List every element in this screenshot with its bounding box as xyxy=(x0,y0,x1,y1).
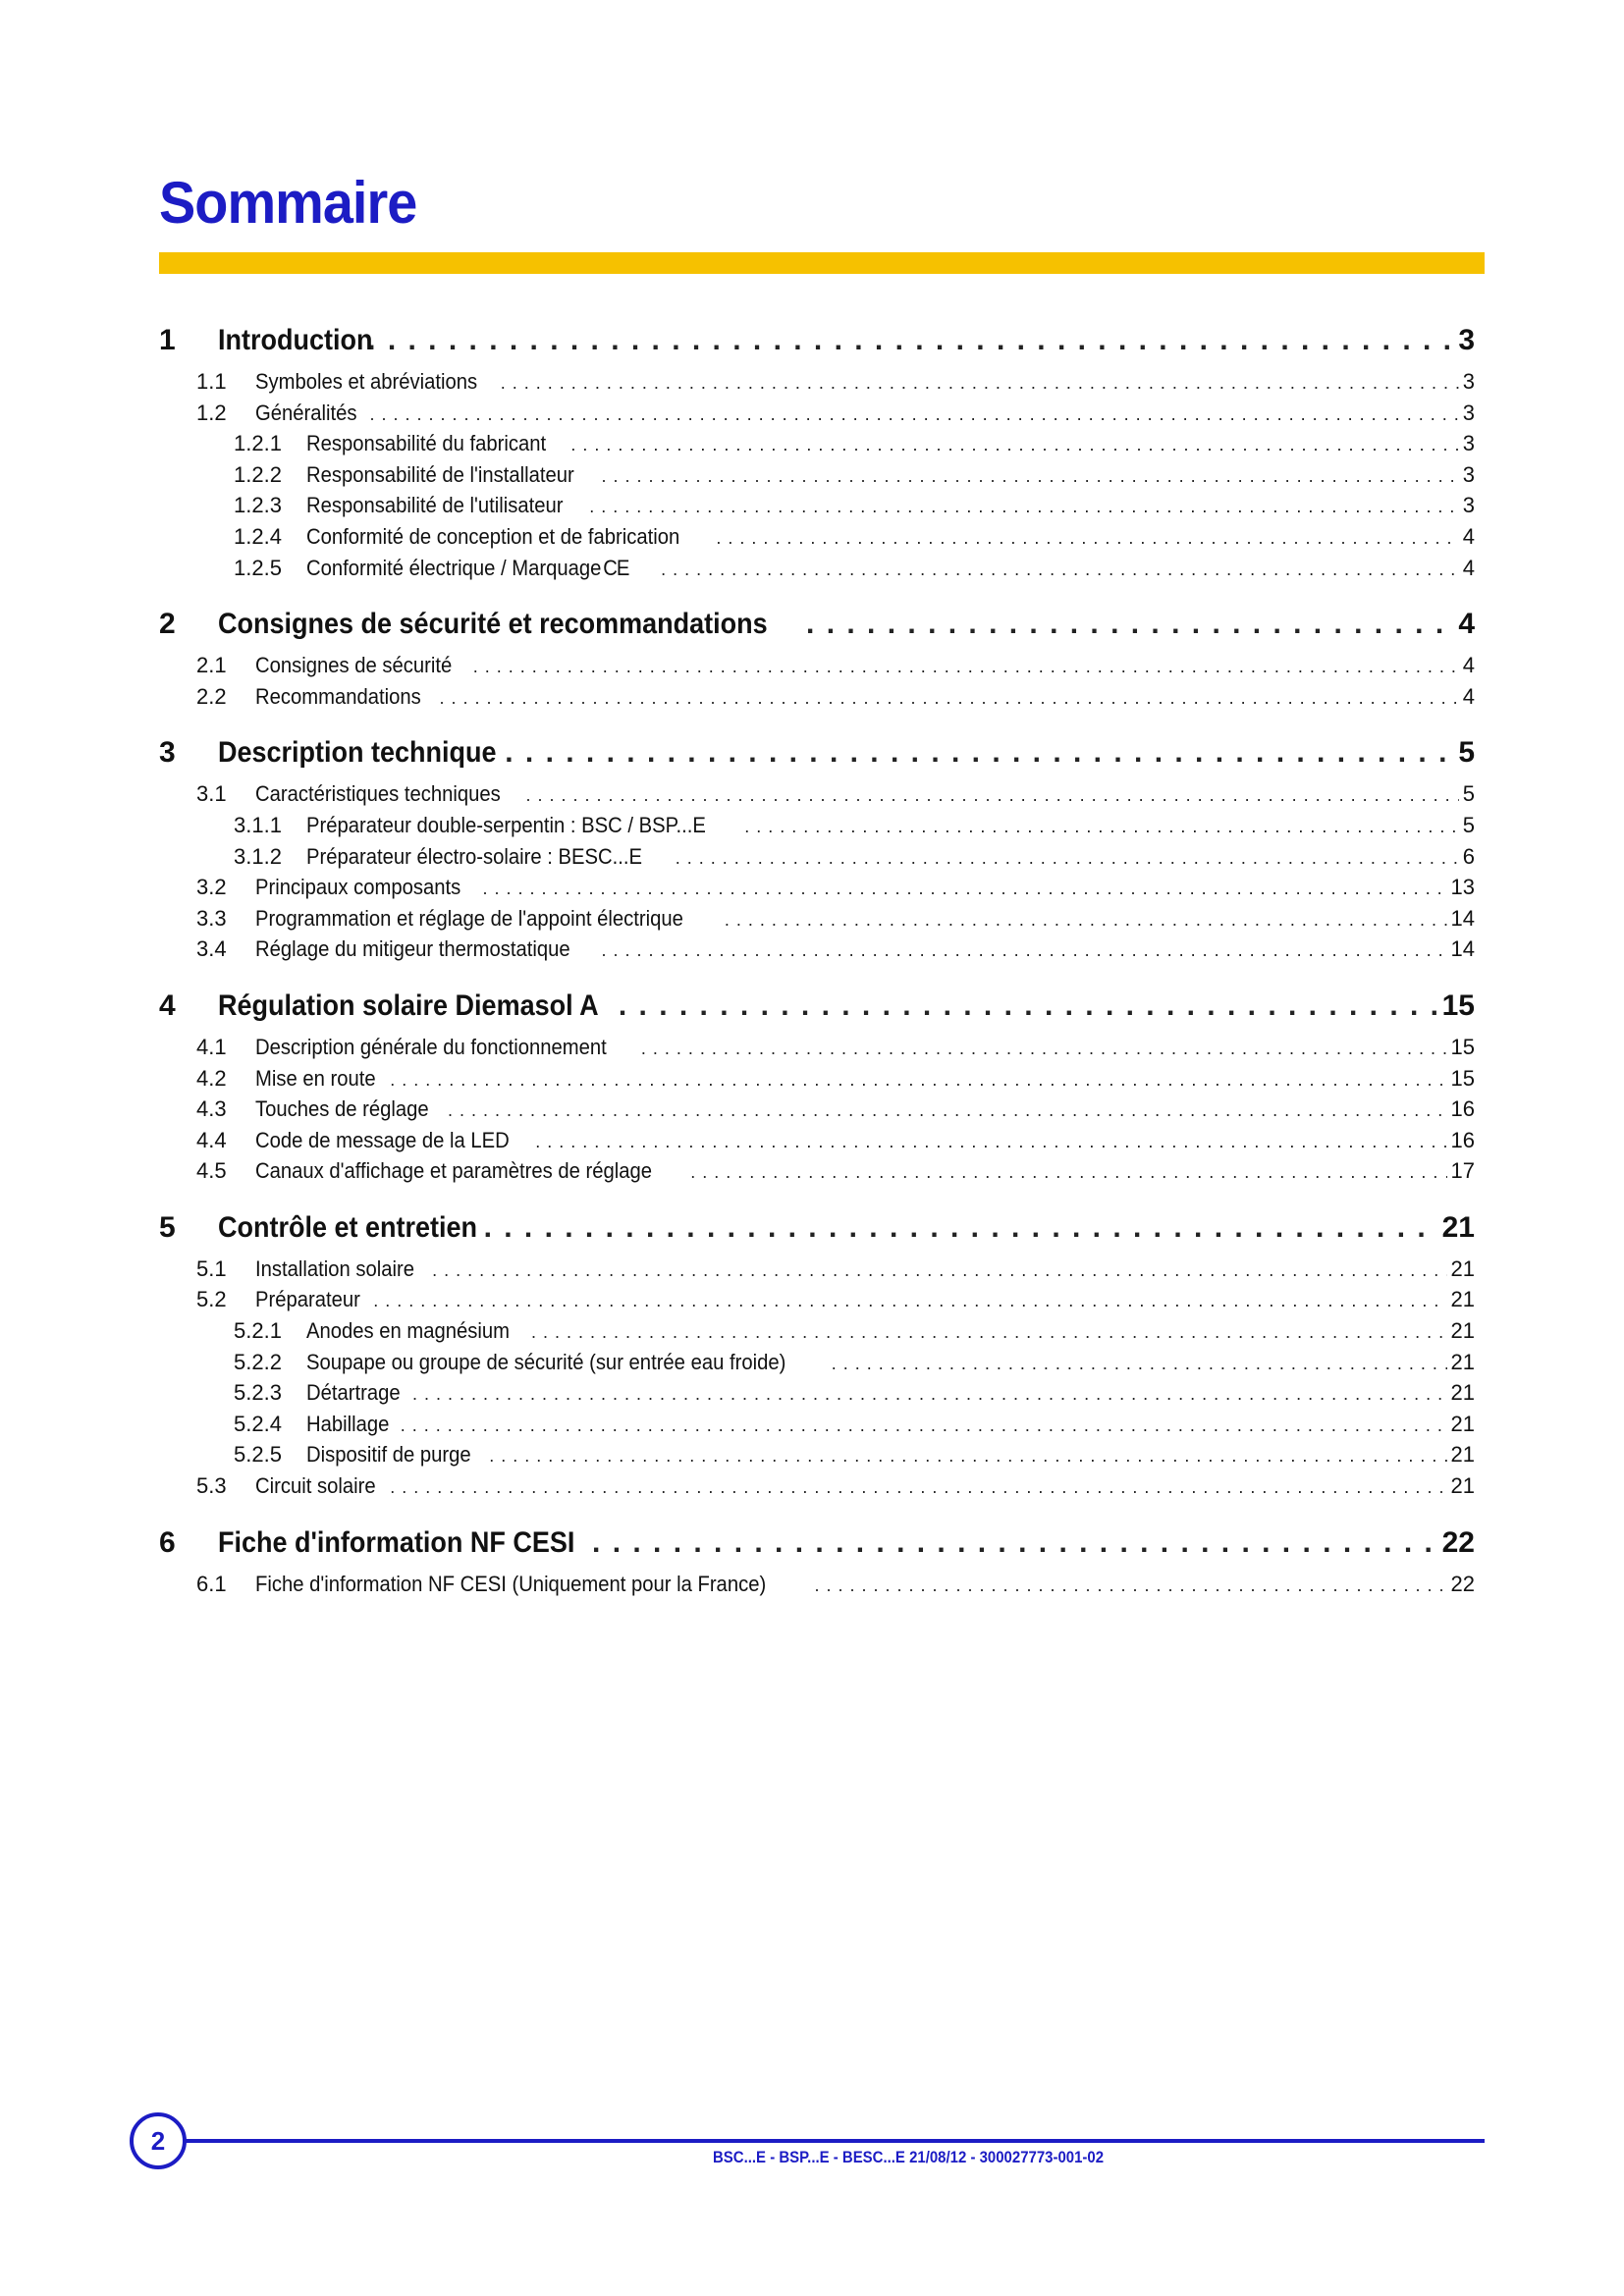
toc-leader-dots xyxy=(531,1322,1446,1343)
toc-entry-4[interactable] xyxy=(159,989,1475,1029)
toc-entry-title-text: Contrôle et entretien xyxy=(218,1210,478,1244)
toc-entry-number: 1.2.3 xyxy=(234,493,282,518)
toc-entry-title-text: Préparateur double-serpentin : BSC / BSP...E xyxy=(306,812,706,837)
toc-entry-title xyxy=(306,813,706,838)
toc-entry-title-text: Symboles et abréviations xyxy=(255,369,478,394)
toc-entry-number: 1.2.2 xyxy=(234,461,282,487)
toc-entry-5-2[interactable] xyxy=(159,1287,1475,1318)
toc-entry-title-text: Canaux d'affichage et paramètres de réglage xyxy=(255,1158,653,1184)
toc-entry-1[interactable] xyxy=(159,324,1475,363)
toc-leader-dots xyxy=(806,608,1454,641)
toc-entry-page: 15 xyxy=(1441,988,1475,1022)
toc-entry-page: 17 xyxy=(1450,1158,1475,1184)
toc-entry-page: 4 xyxy=(1462,523,1475,549)
toc-entry-page: 21 xyxy=(1450,1411,1475,1436)
toc-entry-title xyxy=(306,1442,471,1468)
toc-entry-2[interactable] xyxy=(159,608,1475,647)
toc-entry-page: 3 xyxy=(1462,369,1475,394)
toc-entry-title xyxy=(255,1572,766,1597)
toc-entry-number: 3.1 xyxy=(196,781,227,807)
toc-entry-title-text: Description générale du fonctionnement xyxy=(255,1034,607,1059)
toc-entry-page: 6 xyxy=(1462,843,1475,869)
toc-entry-page: 22 xyxy=(1450,1571,1475,1596)
toc-entry-title xyxy=(218,736,497,770)
toc-entry-1-2-5[interactable] xyxy=(159,556,1475,587)
toc-entry-title xyxy=(255,875,460,900)
toc-entry-title xyxy=(255,400,357,426)
toc-entry-1-1[interactable] xyxy=(159,369,1475,400)
toc-entry-page: 3 xyxy=(1462,461,1475,487)
toc-leader-dots xyxy=(367,324,1454,357)
toc-entry-page: 21 xyxy=(1450,1318,1475,1344)
toc-entry-page: 13 xyxy=(1450,875,1475,900)
toc-entry-title-text: Conformité électrique / Marquage xyxy=(306,555,602,580)
toc-leader-dots xyxy=(432,1260,1446,1281)
toc-entry-title-text: Responsabilité de l'installateur xyxy=(306,461,574,487)
toc-entry-number: 4.5 xyxy=(196,1158,227,1184)
toc-entry-page: 21 xyxy=(1450,1380,1475,1406)
toc-entry-3-1[interactable] xyxy=(159,781,1475,813)
toc-entry-title xyxy=(255,684,421,710)
toc-entry-title xyxy=(218,1526,574,1560)
toc-entry-number: 5.2.3 xyxy=(234,1380,282,1406)
toc-entry-page: 21 xyxy=(1450,1473,1475,1499)
toc-entry-page: 22 xyxy=(1441,1525,1475,1559)
toc-entry-title xyxy=(306,1350,785,1375)
toc-entry-number: 4.3 xyxy=(196,1096,227,1122)
toc-entry-title xyxy=(255,1158,652,1184)
toc-entry-title xyxy=(306,1412,389,1437)
toc-entry-title xyxy=(218,989,599,1023)
toc-entry-title-text: Installation solaire xyxy=(255,1255,415,1281)
toc-leader-dots xyxy=(473,657,1459,677)
toc-leader-dots xyxy=(535,1132,1446,1152)
toc-entry-number: 5.2.2 xyxy=(234,1349,282,1374)
ce-mark-icon: CE xyxy=(603,555,629,580)
toc-entry-page: 21 xyxy=(1450,1442,1475,1468)
toc-leader-dots xyxy=(501,373,1459,394)
toc-entry-number: 1.2 xyxy=(196,400,227,425)
toc-entry-5-3[interactable] xyxy=(159,1473,1475,1505)
toc-entry-number: 4 xyxy=(159,988,176,1022)
toc-entry-4-1[interactable] xyxy=(159,1035,1475,1066)
toc-entry-page: 21 xyxy=(1450,1255,1475,1281)
toc-entry-3-1-2[interactable] xyxy=(159,844,1475,876)
toc-entry-title-text: Généralités xyxy=(255,400,357,425)
toc-entry-title-text: Caractéristiques techniques xyxy=(255,781,501,807)
toc-entry-5[interactable] xyxy=(159,1211,1475,1251)
toc-entry-title-text: Préparateur xyxy=(255,1287,360,1312)
toc-entry-number: 1.2.1 xyxy=(234,431,282,456)
toc-entry-title-text: Recommandations xyxy=(255,683,421,709)
toc-entry-title xyxy=(306,1318,510,1344)
toc-entry-number: 4.2 xyxy=(196,1065,227,1091)
toc-entry-number: 5.3 xyxy=(196,1473,227,1499)
toc-entry-4-3[interactable] xyxy=(159,1096,1475,1128)
toc-entry-title xyxy=(255,1128,510,1153)
toc-entry-number: 1.2.4 xyxy=(234,523,282,549)
toc-entry-page: 4 xyxy=(1458,608,1475,641)
toc-entry-4-4[interactable] xyxy=(159,1128,1475,1159)
toc-entry-number: 5.2 xyxy=(196,1287,227,1312)
toc-entry-number: 3.2 xyxy=(196,875,227,900)
toc-entry-page: 14 xyxy=(1450,905,1475,931)
toc-entry-5-2-5[interactable] xyxy=(159,1442,1475,1473)
toc-entry-title-text: Consignes de sécurité xyxy=(255,653,453,678)
toc-leader-dots xyxy=(592,1526,1438,1560)
toc-entry-5-1[interactable] xyxy=(159,1256,1475,1288)
toc-entry-page: 21 xyxy=(1450,1287,1475,1312)
toc-entry-number: 3.4 xyxy=(196,936,227,962)
toc-entry-title xyxy=(218,608,768,641)
toc-leader-dots xyxy=(716,528,1458,549)
toc-leader-dots xyxy=(484,1211,1438,1245)
toc-entry-title xyxy=(255,906,683,932)
toc-entry-page: 3 xyxy=(1458,324,1475,356)
toc-entry-page: 4 xyxy=(1462,555,1475,580)
toc-entry-title-text: Circuit solaire xyxy=(255,1473,376,1499)
toc-entry-title-text: Principaux composants xyxy=(255,875,461,900)
toc-entry-page: 4 xyxy=(1462,683,1475,709)
toc-entry-5-2-2[interactable] xyxy=(159,1350,1475,1381)
toc-entry-3-2[interactable] xyxy=(159,875,1475,906)
toc-entry-page: 5 xyxy=(1462,781,1475,807)
toc-entry-1-2[interactable] xyxy=(159,400,1475,432)
toc-entry-6-1[interactable] xyxy=(159,1572,1475,1603)
toc-entry-title xyxy=(306,462,574,488)
toc-entry-title-text: Soupape ou groupe de sécurité (sur entrée eau froide) xyxy=(306,1349,786,1374)
toc-entry-number: 6 xyxy=(159,1525,176,1559)
toc-entry-title-text: Conformité de conception et de fabrication xyxy=(306,523,680,549)
toc-entry-title xyxy=(255,653,452,678)
toc-entry-title-text: Programmation et réglage de l'appoint électrique xyxy=(255,905,683,931)
toc-leader-dots xyxy=(373,1291,1446,1311)
table-of-contents xyxy=(159,324,1475,1602)
toc-entry-title xyxy=(306,844,642,870)
toc-entry-title-text: Fiche d'information NF CESI (Uniquement pour la France) xyxy=(255,1571,767,1596)
toc-entry-3-4[interactable] xyxy=(159,936,1475,968)
toc-entry-number: 2 xyxy=(159,608,176,641)
toc-entry-number: 3.1.1 xyxy=(234,812,282,837)
toc-entry-number: 5 xyxy=(159,1210,176,1244)
toc-entry-title-text: Consignes de sécurité et recommandations xyxy=(218,608,768,641)
toc-entry-title-text: Introduction xyxy=(218,324,373,356)
toc-leader-dots xyxy=(814,1575,1446,1596)
toc-entry-3-1-1[interactable] xyxy=(159,813,1475,844)
toc-entry-page: 5 xyxy=(1458,736,1475,770)
toc-entry-page: 5 xyxy=(1462,812,1475,837)
toc-entry-number: 5.2.1 xyxy=(234,1318,282,1344)
toc-entry-title xyxy=(255,1096,429,1122)
toc-entry-number: 2.2 xyxy=(196,683,227,709)
toc-leader-dots xyxy=(390,1477,1446,1498)
toc-entry-title-text: Fiche d'information NF CESI xyxy=(218,1525,575,1559)
toc-entry-title-text: Responsabilité de l'utilisateur xyxy=(306,493,564,518)
toc-leader-dots xyxy=(832,1354,1447,1374)
toc-leader-dots xyxy=(601,466,1458,487)
toc-entry-number: 4.4 xyxy=(196,1127,227,1152)
toc-entry-3-3[interactable] xyxy=(159,906,1475,937)
toc-entry-number: 1.1 xyxy=(196,369,227,394)
toc-entry-title xyxy=(306,1380,401,1406)
footer-rule xyxy=(183,2139,1485,2143)
toc-leader-dots xyxy=(482,879,1446,899)
toc-entry-page: 16 xyxy=(1450,1127,1475,1152)
toc-entry-title xyxy=(255,1256,414,1282)
toc-entry-title xyxy=(255,781,501,807)
toc-entry-title-text: Description technique xyxy=(218,736,497,770)
toc-entry-page: 15 xyxy=(1450,1065,1475,1091)
toc-leader-dots xyxy=(589,497,1459,517)
toc-entry-5-2-3[interactable] xyxy=(159,1380,1475,1412)
toc-leader-dots xyxy=(390,1070,1446,1091)
page-number-badge: 2 xyxy=(130,2112,187,2169)
toc-leader-dots xyxy=(690,1162,1446,1183)
toc-entry-title-text: Détartrage xyxy=(306,1380,401,1406)
toc-entry-page: 21 xyxy=(1450,1349,1475,1374)
toc-entry-number: 3.3 xyxy=(196,905,227,931)
toc-entry-number: 6.1 xyxy=(196,1571,227,1596)
toc-leader-dots xyxy=(570,435,1458,455)
toc-entry-title-text: Régulation solaire Diemasol A xyxy=(218,988,599,1022)
toc-leader-dots xyxy=(725,910,1447,931)
toc-entry-number: 4.1 xyxy=(196,1034,227,1059)
toc-entry-number: 5.2.5 xyxy=(234,1442,282,1468)
toc-entry-number: 1 xyxy=(159,324,176,356)
toc-entry-title-text: Anodes en magnésium xyxy=(306,1318,511,1344)
toc-entry-title-text: Responsabilité du fabricant xyxy=(306,431,547,456)
toc-entry-page: 21 xyxy=(1441,1210,1475,1244)
toc-entry-title-text: Code de message de la LED xyxy=(255,1127,510,1152)
toc-entry-title xyxy=(255,1473,376,1499)
toc-entry-title xyxy=(255,369,477,395)
toc-leader-dots xyxy=(641,1039,1447,1059)
toc-leader-dots xyxy=(602,940,1447,961)
toc-leader-dots xyxy=(744,817,1458,837)
toc-leader-dots xyxy=(661,560,1459,580)
toc-leader-dots xyxy=(489,1446,1446,1467)
toc-leader-dots xyxy=(448,1100,1446,1121)
toc-entry-page: 16 xyxy=(1450,1096,1475,1122)
toc-entry-3[interactable] xyxy=(159,736,1475,775)
footer-reference: BSC...E - BSP...E - BESC...E 21/08/12 - 300027773-001-02 xyxy=(713,2148,1105,2166)
toc-entry-title-text: Réglage du mitigeur thermostatique xyxy=(255,936,570,962)
toc-entry-title xyxy=(306,431,546,456)
toc-entry-title xyxy=(255,1066,376,1092)
toc-entry-4-5[interactable] xyxy=(159,1158,1475,1190)
toc-entry-page: 4 xyxy=(1462,653,1475,678)
toc-entry-title-text: Habillage xyxy=(306,1411,390,1436)
toc-leader-dots xyxy=(525,785,1458,806)
toc-leader-dots xyxy=(676,848,1459,869)
title-underline xyxy=(159,252,1485,274)
toc-entry-title xyxy=(255,1287,360,1312)
toc-leader-dots xyxy=(505,736,1454,770)
toc-entry-2-2[interactable] xyxy=(159,684,1475,716)
toc-entry-1-2-3[interactable] xyxy=(159,493,1475,524)
toc-entry-number: 2.1 xyxy=(196,653,227,678)
toc-entry-title xyxy=(218,324,372,357)
toc-entry-1-2-2[interactable] xyxy=(159,462,1475,494)
toc-leader-dots xyxy=(370,404,1459,425)
toc-entry-number: 3.1.2 xyxy=(234,843,282,869)
toc-entry-title-text: Mise en route xyxy=(255,1065,376,1091)
toc-entry-title xyxy=(306,493,564,518)
toc-entry-page: 15 xyxy=(1450,1034,1475,1059)
toc-entry-4-2[interactable] xyxy=(159,1066,1475,1097)
toc-entry-number: 5.2.4 xyxy=(234,1411,282,1436)
toc-entry-title xyxy=(255,936,570,962)
toc-entry-page: 14 xyxy=(1450,936,1475,962)
toc-entry-title-text: Préparateur électro-solaire : BESC...E xyxy=(306,843,642,869)
toc-entry-5-2-1[interactable] xyxy=(159,1318,1475,1350)
toc-entry-number: 1.2.5 xyxy=(234,555,282,580)
page-title: Sommaire xyxy=(159,170,417,236)
toc-leader-dots xyxy=(412,1384,1447,1405)
toc-leader-dots xyxy=(619,989,1438,1023)
toc-leader-dots xyxy=(401,1415,1447,1436)
toc-entry-1-2-4[interactable] xyxy=(159,524,1475,556)
toc-entry-page: 3 xyxy=(1462,400,1475,425)
toc-leader-dots xyxy=(439,688,1458,709)
toc-entry-number: 3 xyxy=(159,736,176,770)
toc-entry-title xyxy=(306,556,628,581)
toc-entry-title-text: Touches de réglage xyxy=(255,1096,429,1122)
toc-entry-number: 5.1 xyxy=(196,1255,227,1281)
toc-entry-title xyxy=(218,1211,477,1245)
toc-entry-title-text: Dispositif de purge xyxy=(306,1442,471,1468)
toc-entry-1-2-1[interactable] xyxy=(159,431,1475,462)
toc-entry-2-1[interactable] xyxy=(159,653,1475,684)
toc-entry-title xyxy=(306,524,679,550)
toc-entry-6[interactable] xyxy=(159,1526,1475,1566)
toc-entry-5-2-4[interactable] xyxy=(159,1412,1475,1443)
toc-entry-title xyxy=(255,1035,607,1060)
toc-entry-page: 3 xyxy=(1462,431,1475,456)
toc-entry-page: 3 xyxy=(1462,493,1475,518)
